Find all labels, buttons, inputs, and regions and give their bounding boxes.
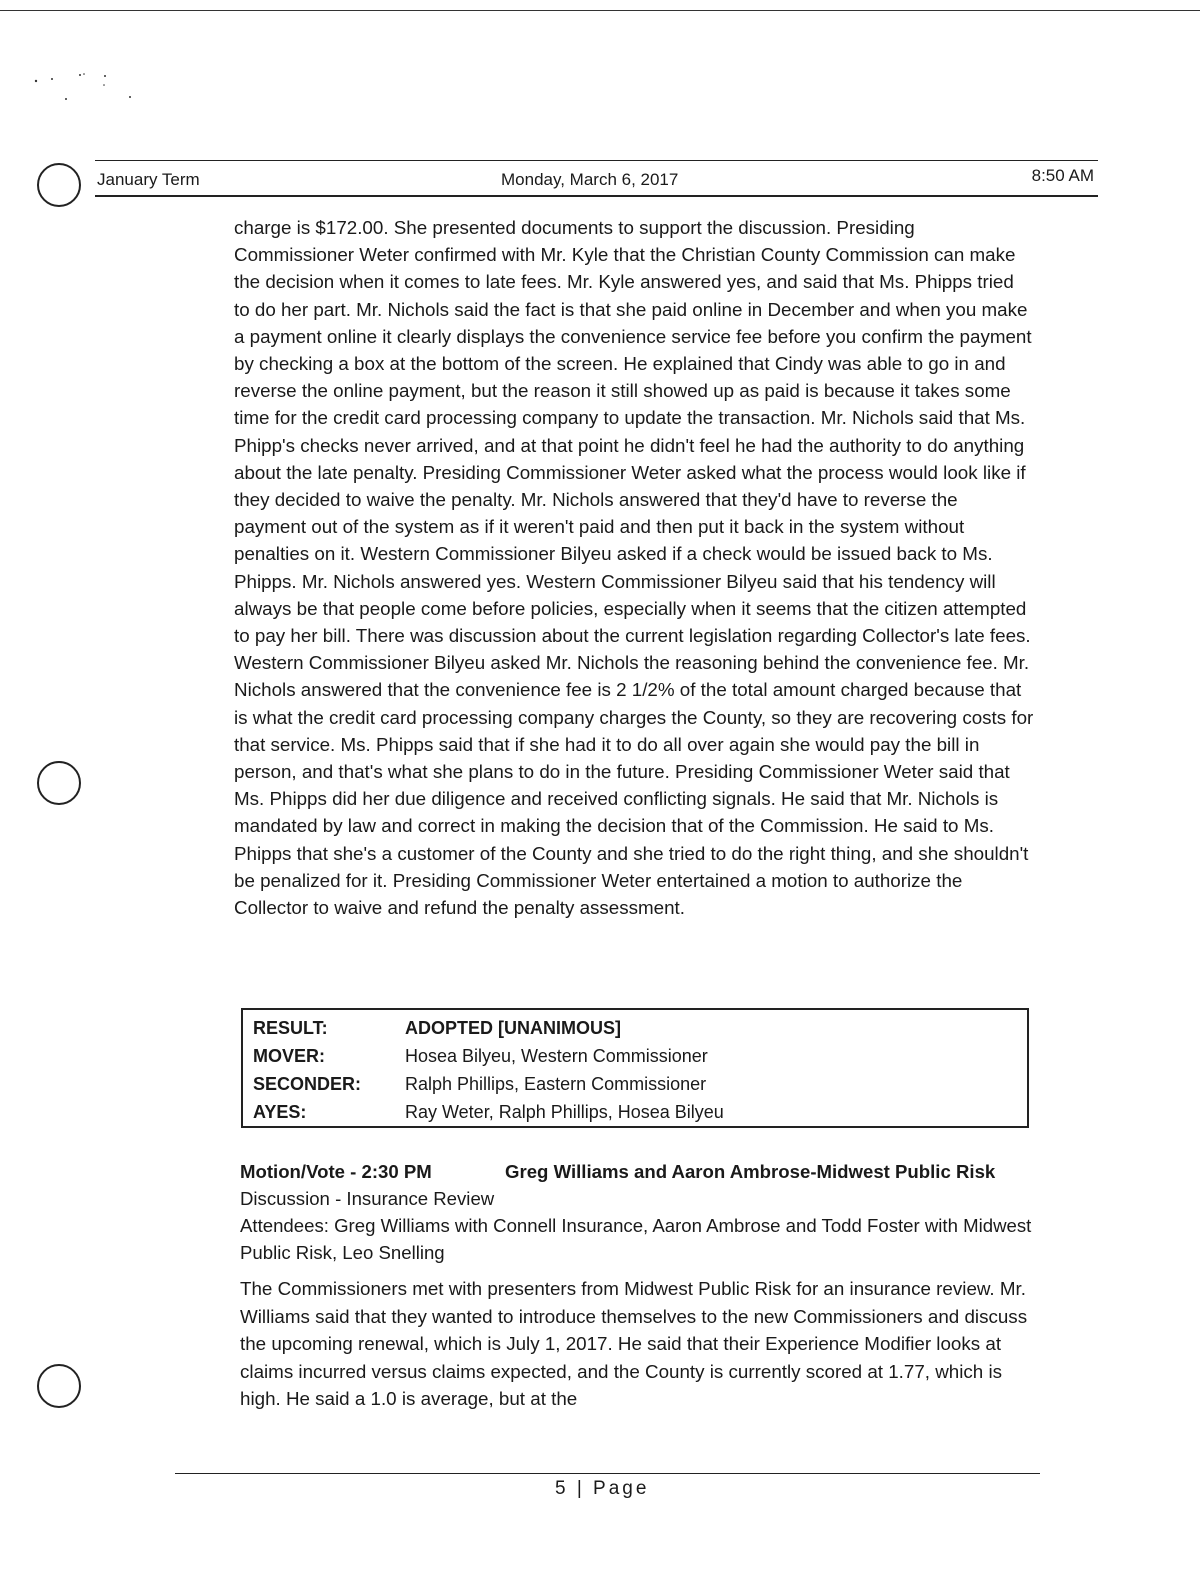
footer-rule [175,1473,1040,1474]
seconder-value: Ralph Phillips, Eastern Commissioner [405,1074,707,1094]
vote-result-box [241,1008,1029,1128]
minutes-body [234,214,1034,921]
speck-marks [30,65,150,115]
result-label: RESULT: [253,1018,328,1038]
page-number: 5 | Page [555,1478,650,1499]
scan-top-edge [0,10,1200,11]
meeting-date: Monday, March 6, 2017 [501,170,679,189]
mover-value: Hosea Bilyeu, Western Commissioner [405,1046,708,1066]
review-body [240,1275,1030,1413]
ayes-value: Ray Weter, Ralph Phillips, Hosea Bilyeu [405,1102,724,1122]
page-header [95,166,1098,198]
result-value: ADOPTED [UNANIMOUS] [405,1018,621,1038]
ayes-label: AYES: [253,1102,307,1122]
binder-hole-icon [37,1364,81,1408]
motion-title: Greg Williams and Aaron Ambrose-Midwest Public Risk [505,1161,996,1182]
motion-section [240,1158,1040,1266]
motion-heading [240,1158,1040,1185]
motion-attendees: Attendees: Greg Williams with Connell Insurance, Aaron Ambrose and Todd Foster with Midwest Public Risk, Leo Snelling [240,1215,1032,1263]
motion-discussion: Discussion - Insurance Review [240,1188,495,1209]
minutes-paragraph: charge is $172.00. She presented documents to support the discussion. Presiding Commissioner Weter confirmed with Mr. Kyle that the Christian County Commission can make the decision when it comes to late fees. Mr. Kyle answered yes, and said that Ms. Phipps tried to do her part. Mr. Nichols said the fact is that she paid online in December and when you make a payment online it clearly displays the convenience service fee before you confirm the payment by checking a box at the bottom of the screen. He explained that Cindy was able to go in and reverse the online payment, but the reason it still showed up as paid is because it takes some time for the credit card processing company to update the transaction. Mr. Nichols said that Ms. Phipp's checks never arrived, and at that point he didn't feel he had the authority to do anything about the late penalty. Presiding Commissioner Weter asked what the process would look like if they decided to waive the penalty. Mr. Nichols answered that they'd have to reverse the payment out of the system as if it weren't paid and then put it back in the system without penalties on it. Western Commissioner Bilyeu asked if a check would be issued back to Ms. Phipps. Mr. Nichols answered yes. Western Commissioner Bilyeu said that his tendency will always be that people come before policies, especially when it seems that the citizen attempted to pay her bill. There was discussion about the current legislation regarding Collector's late fees. Western Commissioner Bilyeu asked Mr. Nichols the reasoning behind the convenience fee. Mr. Nichols answered that the convenience fee is 2 1/2% of the total amount charged because that is what the credit card processing company charges the County, so they are recovering costs for that service. Ms. Phipps said that if she had it to do all over again she would pay the bill in person, and that's what she plans to do in the future. Presiding Commissioner Weter said that Ms. Phipps did her due diligence and received conflicting signals. He said that Mr. Nichols is mandated by law and correct in making the decision that of the Commission. He said to Ms. Phipps that she's a customer of the County and she tried to do the right thing, and she shouldn't be penalized for it. Presiding Commissioner Weter entertained a motion to authorize the Collector to waive and refund the penalty assessment. [234,217,1034,919]
header-rule-bottom [95,195,1098,197]
term-label: January Term [97,170,200,189]
scan-specks [30,65,150,115]
motion-time-label: Motion/Vote - 2:30 PM [240,1161,432,1182]
binder-hole-icon [37,761,81,805]
binder-hole-icon [37,163,81,207]
mover-label: MOVER: [253,1046,325,1066]
review-paragraph: The Commissioners met with presenters from Midwest Public Risk for an insurance review. Mr. Williams said that they wanted to introduce themselves to the new Commissioners and discuss the upcoming renewal, which is July 1, 2017. He said that their Experience Modifier looks at claims incurred versus claims expected, and the County is currently scored at 1.77, which is high. He said a 1.0 is average, but at the [240,1278,1028,1409]
seconder-label: SECONDER: [253,1074,362,1094]
meeting-time: 8:50 AM [1031,166,1094,185]
header-rule-top [95,160,1098,161]
